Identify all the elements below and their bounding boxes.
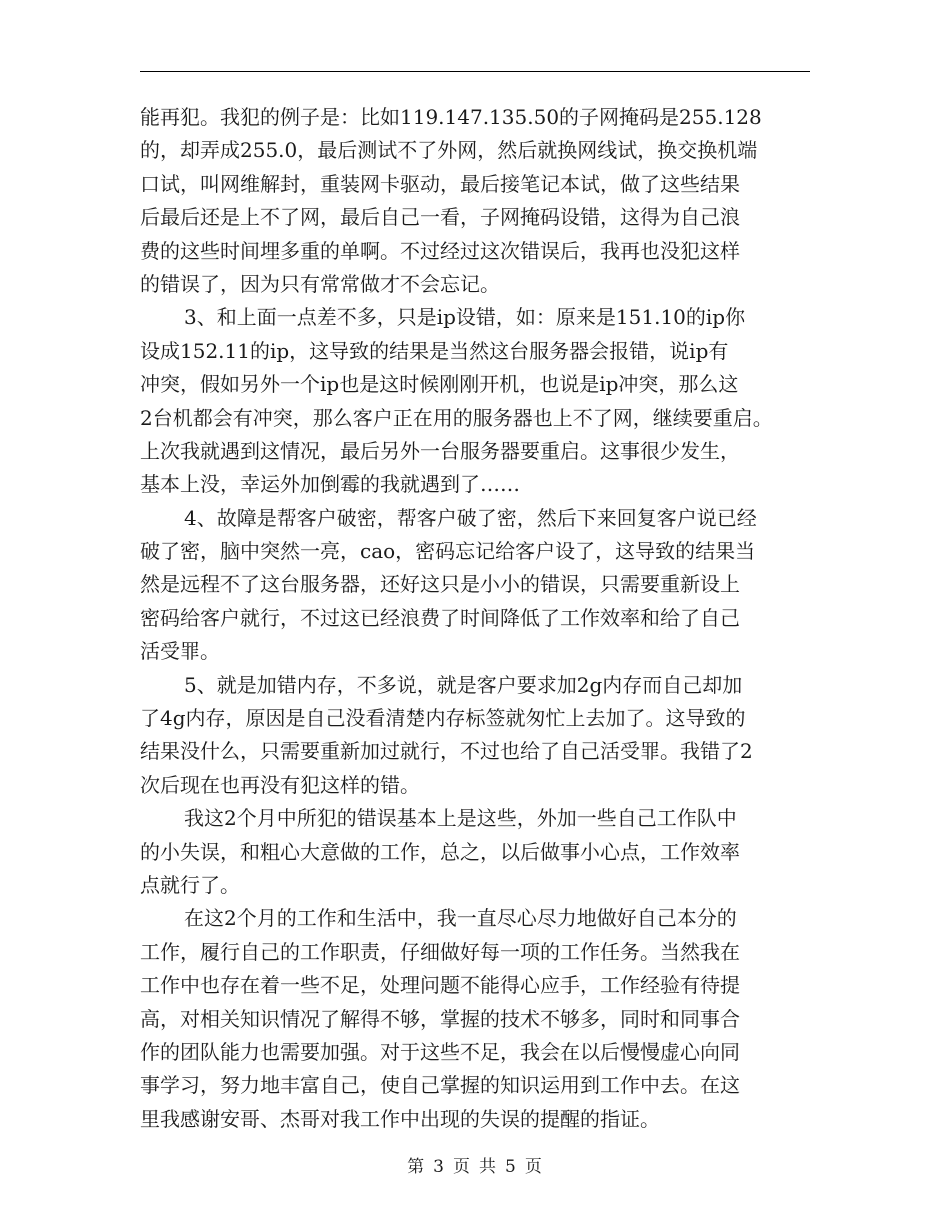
footer-total-word: 共 [479,1157,497,1177]
footer-total-pages: 5 [505,1157,517,1177]
text-line: 4、故障是帮客户破密，帮客户破了密，然后下来回复客户说已经 [184,505,757,530]
header-rule [140,71,810,72]
text-line: 的，却弄成255.0，最后测试不了外网，然后就换网线试，换交换机端 [140,138,758,163]
page-footer [0,1152,950,1177]
footer-prefix: 第 [407,1157,426,1177]
text-line: 高，对相关知识情况了解得不够，掌握的技术不够多，同时和同事合 [140,1006,740,1031]
text-line: 的错误了，因为只有常常做才不会忘记。 [140,271,500,296]
text-line: 点就行了。 [140,872,240,897]
footer-suffix: 页 [524,1157,543,1177]
text-line: 里我感谢安哥、杰哥对我工作中出现的失误的提醒的指证。 [140,1106,660,1131]
text-line: 事学习，努力地丰富自己，使自己掌握的知识运用到工作中去。在这 [140,1073,740,1098]
text-line: 工作，履行自己的工作职责，仔细做好每一项的工作任务。当然我在 [140,939,740,964]
text-line: 的小失误，和粗心大意做的工作，总之，以后做事小心点，工作效率 [140,839,740,864]
text-line: 破了密，脑中突然一亮，cao，密码忘记给客户设了，这导致的结果当 [140,539,756,564]
text-line: 活受罪。 [140,639,220,664]
footer-current-page: 3 [433,1157,445,1177]
text-line: 费的这些时间埋多重的单啊。不过经过这次错误后，我再也没犯这样 [140,238,740,263]
text-line: 次后现在也再没有犯这样的错。 [140,772,420,797]
text-line: 我这2个月中所犯的错误基本上是这些，外加一些自己工作队中 [184,806,737,831]
text-line: 密码给客户就行，不过这已经浪费了时间降低了工作效率和给了自己 [140,605,740,630]
text-line: 冲突，假如另外一个ip也是这时候刚刚开机，也说是ip冲突，那么这 [140,372,739,397]
footer-page-word: 页 [453,1157,471,1177]
text-line: 2台机都会有冲突，那么客户正在用的服务器也上不了网，继续要重启。 [140,405,773,430]
text-line: 3、和上面一点差不多，只是ip设错，如：原来是151.10的ip你 [184,305,746,330]
text-line: 上次我就遇到这情况，最后另外一台服务器要重启。这事很少发生， [140,438,740,463]
text-line: 能再犯。我犯的例子是：比如119.147.135.50的子网掩码是255.128 [140,105,762,129]
text-line: 5、就是加错内存，不多说，就是客户要求加2g内存而自己却加 [184,672,743,697]
text-line: 基本上没，幸运外加倒霉的我就遇到了…… [140,472,520,497]
text-line: 工作中也存在着一些不足，处理问题不能得心应手，工作经验有待提 [140,973,740,998]
text-line: 结果没什么，只需要重新加过就行，不过也给了自己活受罪。我错了2 [140,739,753,764]
document-body [140,101,830,1136]
text-line: 在这2个月的工作和生活中，我一直尽心尽力地做好自己本分的 [184,906,737,931]
text-line: 设成152.11的ip，这导致的结果是当然这台服务器会报错，说ip有 [140,338,729,363]
text-line: 然是远程不了这台服务器，还好这只是小小的错误，只需要重新设上 [140,572,740,597]
text-line: 作的团队能力也需要加强。对于这些不足，我会在以后慢慢虚心向同 [140,1039,740,1064]
text-line: 后最后还是上不了网，最后自己一看，子网掩码设错，这得为自己浪 [140,205,740,230]
text-line: 口试，叫网维解封，重装网卡驱动，最后接笔记本试，做了这些结果 [140,171,740,196]
text-line: 了4g内存，原因是自己没看清楚内存标签就匆忙上去加了。这导致的 [140,706,746,731]
